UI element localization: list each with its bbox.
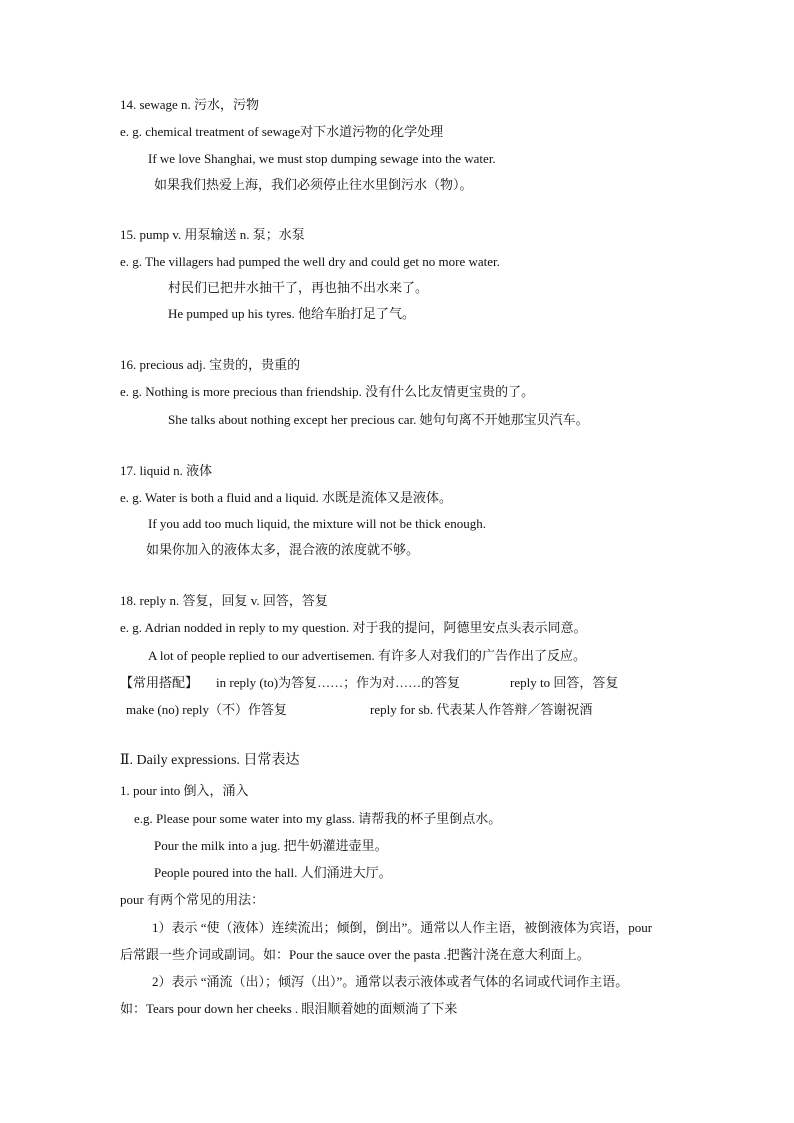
section-2-title: Ⅱ. Daily expressions. 日常表达 (120, 753, 300, 768)
entry-16-example-2: She talks about nothing except her precious car. 她句句离不开她那宝贝汽车。 (168, 412, 589, 427)
collocation-item-3: make (no) reply（不）作答复 (126, 702, 288, 717)
entry-14-headword: 14. sewage n. 污水，污物 (120, 97, 260, 112)
phrase-pour-into: 1. pour into 倒入，涌入 (120, 783, 249, 798)
collocation-item-4: reply for sb. 代表某人作答辩／答谢祝酒 (370, 702, 593, 717)
pour-example-1: e.g. Please pour some water into my glass. 请帮我的杯子里倒点水。 (134, 811, 502, 826)
entry-18-headword: 18. reply n. 答复，回复 v. 回答，答复 (120, 593, 328, 608)
pour-example-3: People poured into the hall. 人们涌进大厅。 (154, 865, 392, 880)
entry-17-example-1: e. g. Water is both a fluid and a liquid. 水既是流体又是液体。 (120, 490, 452, 505)
entry-17-headword: 17. liquid n. 液体 (120, 463, 213, 478)
usage-2-line-2: 如：Tears pour down her cheeks . 眼泪顺着她的面颊淌了下来 (120, 1001, 458, 1016)
usage-intro: pour 有两个常见的用法： (120, 892, 265, 907)
usage-1-line-2: 后常跟一些介词或副词。如：Pour the sauce over the pasta .把酱汁浇在意大利面上。 (120, 947, 590, 962)
entry-16-headword: 16. precious adj. 宝贵的，贵重的 (120, 357, 301, 372)
entry-14-example-1: e. g. chemical treatment of sewage对下水道污物的化学处理 (120, 124, 444, 139)
entry-15-example-2: 村民们已把井水抽干了，再也抽不出水来了。 (168, 280, 429, 295)
entry-18-example-1: e. g. Adrian nodded in reply to my question. 对于我的提问，阿德里安点头表示同意。 (120, 620, 587, 635)
collocations-label: 【常用搭配】 (120, 675, 199, 690)
usage-2-line-1: 2）表示 “涌流（出）；倾泻（出）”。通常以表示液体或者气体的名词或代词作主语。 (152, 974, 629, 989)
entry-18-example-2: A lot of people replied to our advertisemen. 有许多人对我们的广告作出了反应。 (148, 648, 586, 663)
collocation-item-2: reply to 回答，答复 (510, 675, 619, 690)
entry-16-example-1: e. g. Nothing is more precious than friendship. 没有什么比友情更宝贵的了。 (120, 384, 535, 399)
entry-15-headword: 15. pump v. 用泵输送 n. 泵；水泵 (120, 227, 305, 242)
entry-15-example-3: He pumped up his tyres. 他给车胎打足了气。 (168, 306, 415, 321)
entry-15-example-1: e. g. The villagers had pumped the well dry and could get no more water. (120, 254, 500, 269)
collocation-item-1: in reply (to)为答复……；作为对……的答复 (216, 675, 461, 690)
entry-14-example-3: 如果我们热爱上海，我们必须停止往水里倒污水（物）。 (154, 177, 473, 192)
entry-17-example-3: 如果你加入的液体太多，混合液的浓度就不够。 (146, 542, 420, 557)
pour-example-2: Pour the milk into a jug. 把牛奶灌进壶里。 (154, 838, 388, 853)
entry-17-example-2: If you add too much liquid, the mixture will not be thick enough. (148, 516, 486, 531)
usage-1-line-1: 1）表示 “使（液体）连续流出；倾倒，倒出”。通常以人作主语，被倒液体为宾语，pour (152, 920, 653, 935)
entry-14-example-2: If we love Shanghai, we must stop dumping sewage into the water. (148, 151, 496, 166)
